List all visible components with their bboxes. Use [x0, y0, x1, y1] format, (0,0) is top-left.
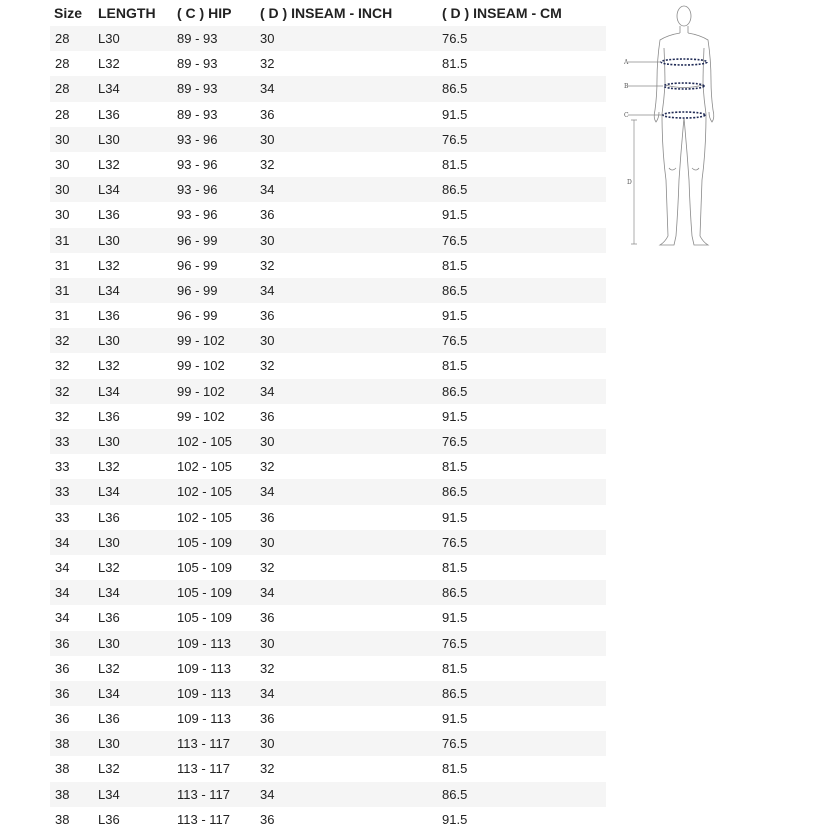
- cell-size: 36: [55, 635, 70, 651]
- cell-size: 34: [55, 585, 70, 601]
- cell-length: L36: [98, 106, 120, 122]
- cell-inseam-inch: 36: [260, 408, 275, 424]
- table-row: [50, 404, 606, 429]
- cell-length: L34: [98, 585, 120, 601]
- table-row: [50, 429, 606, 454]
- cell-inseam-inch: 34: [260, 685, 275, 701]
- label-a: A: [624, 59, 629, 66]
- cell-length: L30: [98, 534, 120, 550]
- cell-hip: 96 - 99: [177, 257, 218, 273]
- cell-size: 38: [55, 736, 70, 752]
- cell-hip: 99 - 102: [177, 358, 225, 374]
- cell-inseam-cm: 86.5: [442, 81, 468, 97]
- cell-length: L36: [98, 308, 120, 324]
- cell-hip: 102 - 105: [177, 509, 232, 525]
- cell-inseam-cm: 86.5: [442, 282, 468, 298]
- cell-hip: 93 - 96: [177, 207, 218, 223]
- cell-inseam-inch: 32: [260, 56, 275, 72]
- cell-inseam-cm: 76.5: [442, 635, 468, 651]
- cell-hip: 109 - 113: [177, 635, 231, 651]
- cell-size: 30: [55, 207, 70, 223]
- table-row: [50, 76, 606, 101]
- cell-length: L34: [98, 383, 120, 399]
- table-row: [50, 505, 606, 530]
- cell-hip: 99 - 102: [177, 383, 225, 399]
- table-row: [50, 228, 606, 253]
- cell-length: L30: [98, 232, 120, 248]
- cell-hip: 113 - 117: [177, 786, 231, 802]
- cell-size: 31: [55, 282, 70, 298]
- cell-length: L34: [98, 685, 120, 701]
- cell-inseam-cm: 81.5: [442, 559, 468, 575]
- cell-inseam-inch: 30: [260, 534, 275, 550]
- cell-hip: 89 - 93: [177, 81, 218, 97]
- cell-size: 38: [55, 786, 70, 802]
- cell-length: L30: [98, 434, 120, 449]
- header-length: LENGTH: [98, 5, 156, 21]
- cell-size: 38: [55, 811, 70, 827]
- table-row: [50, 731, 606, 756]
- cell-length: L32: [98, 358, 120, 374]
- cell-inseam-cm: 91.5: [442, 811, 468, 827]
- cell-size: 33: [55, 509, 70, 525]
- cell-length: L34: [98, 182, 120, 198]
- cell-size: 30: [55, 182, 70, 198]
- cell-size: 36: [55, 660, 70, 676]
- cell-hip: 109 - 113: [177, 711, 231, 727]
- body-figure-svg: [624, 0, 724, 255]
- cell-size: 28: [55, 56, 70, 72]
- cell-length: L34: [98, 282, 120, 298]
- table-row: [50, 530, 606, 555]
- measurement-lines: [661, 59, 707, 118]
- cell-size: 32: [55, 383, 70, 399]
- cell-inseam-inch: 30: [260, 736, 275, 752]
- cell-hip: 113 - 117: [177, 811, 231, 827]
- cell-inseam-inch: 32: [260, 257, 275, 273]
- cell-hip: 89 - 93: [177, 56, 218, 72]
- cell-length: L34: [98, 484, 120, 500]
- cell-inseam-cm: 81.5: [442, 761, 468, 777]
- cell-hip: 105 - 109: [177, 534, 232, 550]
- cell-size: 30: [55, 156, 70, 172]
- table-row: [50, 756, 606, 781]
- label-d: D: [627, 179, 632, 186]
- table-row: [50, 177, 606, 202]
- cell-hip: 105 - 109: [177, 610, 232, 626]
- cell-inseam-inch: 36: [260, 308, 275, 324]
- cell-inseam-inch: 30: [260, 232, 275, 248]
- body-outline: [654, 6, 714, 245]
- table-row: [50, 253, 606, 278]
- cell-length: L30: [98, 333, 120, 349]
- table-header-row: [50, 0, 606, 26]
- cell-size: 34: [55, 534, 70, 550]
- cell-inseam-cm: 76.5: [442, 534, 468, 550]
- cell-inseam-cm: 86.5: [442, 484, 468, 500]
- cell-inseam-cm: 91.5: [442, 509, 468, 525]
- cell-length: L34: [98, 81, 120, 97]
- table-row: [50, 782, 606, 807]
- cell-length: L36: [98, 207, 120, 223]
- cell-inseam-cm: 76.5: [442, 333, 468, 349]
- cell-inseam-inch: 34: [260, 81, 275, 97]
- cell-length: L36: [98, 610, 120, 626]
- header-size: Size: [54, 5, 83, 21]
- cell-inseam-cm: 91.5: [442, 711, 468, 727]
- cell-size: 33: [55, 434, 70, 449]
- cell-inseam-cm: 86.5: [442, 685, 468, 701]
- table-row: [50, 152, 606, 177]
- cell-hip: 105 - 109: [177, 585, 232, 601]
- cell-hip: 109 - 113: [177, 660, 231, 676]
- cell-inseam-inch: 32: [260, 358, 275, 374]
- cell-inseam-cm: 76.5: [442, 736, 468, 752]
- cell-inseam-cm: 76.5: [442, 131, 468, 147]
- cell-hip: 102 - 105: [177, 484, 232, 500]
- cell-inseam-cm: 91.5: [442, 207, 468, 223]
- cell-hip: 113 - 117: [177, 761, 231, 777]
- cell-size: 31: [55, 232, 70, 248]
- cell-inseam-cm: 91.5: [442, 610, 468, 626]
- table-row: [50, 656, 606, 681]
- table-row: [50, 303, 606, 328]
- cell-hip: 99 - 102: [177, 408, 225, 424]
- cell-size: 36: [55, 685, 70, 701]
- cell-inseam-inch: 34: [260, 484, 275, 500]
- cell-inseam-inch: 30: [260, 31, 275, 46]
- table-row: [50, 102, 606, 127]
- cell-length: L30: [98, 736, 120, 752]
- cell-length: L36: [98, 408, 120, 424]
- cell-inseam-cm: 81.5: [442, 459, 468, 475]
- cell-hip: 99 - 102: [177, 333, 225, 349]
- label-c: C: [624, 112, 629, 119]
- table-row: [50, 454, 606, 479]
- cell-inseam-inch: 36: [260, 509, 275, 525]
- cell-inseam-cm: 91.5: [442, 408, 468, 424]
- cell-hip: 93 - 96: [177, 131, 218, 147]
- cell-inseam-inch: 36: [260, 811, 275, 827]
- cell-inseam-inch: 30: [260, 434, 275, 449]
- table-row: [50, 580, 606, 605]
- cell-size: 36: [55, 711, 70, 727]
- table-row: [50, 807, 606, 832]
- cell-size: 32: [55, 358, 70, 374]
- table-row: [50, 51, 606, 76]
- cell-inseam-inch: 32: [260, 459, 275, 475]
- table-row: [50, 605, 606, 630]
- cell-inseam-inch: 34: [260, 282, 275, 298]
- cell-length: L32: [98, 559, 120, 575]
- cell-inseam-cm: 76.5: [442, 31, 468, 46]
- cell-inseam-cm: 81.5: [442, 660, 468, 676]
- cell-length: L32: [98, 459, 120, 475]
- cell-length: L36: [98, 811, 120, 827]
- table-row: [50, 202, 606, 227]
- cell-length: L30: [98, 635, 120, 651]
- table-row: [50, 379, 606, 404]
- cell-inseam-cm: 81.5: [442, 257, 468, 273]
- cell-size: 34: [55, 610, 70, 626]
- cell-inseam-cm: 81.5: [442, 56, 468, 72]
- cell-inseam-cm: 76.5: [442, 434, 468, 449]
- cell-inseam-inch: 34: [260, 383, 275, 399]
- cell-inseam-inch: 34: [260, 182, 275, 198]
- size-chart-table: [50, 0, 606, 832]
- table-row: [50, 479, 606, 504]
- cell-length: L32: [98, 660, 120, 676]
- cell-hip: 89 - 93: [177, 31, 218, 46]
- cell-inseam-inch: 34: [260, 786, 275, 802]
- cell-length: L30: [98, 31, 120, 46]
- cell-length: L36: [98, 509, 120, 525]
- cell-inseam-cm: 86.5: [442, 786, 468, 802]
- cell-size: 33: [55, 459, 70, 475]
- cell-hip: 93 - 96: [177, 182, 218, 198]
- cell-inseam-cm: 86.5: [442, 383, 468, 399]
- cell-inseam-inch: 36: [260, 711, 275, 727]
- cell-inseam-inch: 36: [260, 106, 275, 122]
- cell-inseam-cm: 91.5: [442, 308, 468, 324]
- cell-size: 28: [55, 81, 70, 97]
- body-measurement-figure-icon: [624, 0, 724, 255]
- table-row: [50, 26, 606, 51]
- measurement-labels: [624, 59, 632, 186]
- cell-inseam-inch: 32: [260, 559, 275, 575]
- cell-length: L32: [98, 257, 120, 273]
- header-inseam-inch: ( D ) INSEAM - INCH: [260, 5, 393, 21]
- cell-hip: 89 - 93: [177, 106, 218, 122]
- cell-inseam-inch: 30: [260, 635, 275, 651]
- cell-inseam-inch: 32: [260, 156, 275, 172]
- cell-inseam-inch: 30: [260, 131, 275, 147]
- cell-size: 28: [55, 106, 70, 122]
- cell-size: 32: [55, 408, 70, 424]
- cell-hip: 105 - 109: [177, 559, 232, 575]
- cell-size: 32: [55, 333, 70, 349]
- cell-size: 30: [55, 131, 70, 147]
- label-b: B: [624, 83, 629, 90]
- cell-size: 31: [55, 308, 70, 324]
- table-row: [50, 278, 606, 303]
- cell-inseam-inch: 32: [260, 761, 275, 777]
- table-row: [50, 555, 606, 580]
- cell-inseam-inch: 36: [260, 610, 275, 626]
- cell-size: 38: [55, 761, 70, 777]
- table-row: [50, 127, 606, 152]
- cell-hip: 113 - 117: [177, 736, 231, 752]
- cell-inseam-cm: 76.5: [442, 232, 468, 248]
- cell-size: 31: [55, 257, 70, 273]
- table-row: [50, 328, 606, 353]
- header-inseam-cm: ( D ) INSEAM - CM: [442, 5, 562, 21]
- table-row: [50, 706, 606, 731]
- cell-length: L32: [98, 761, 120, 777]
- cell-length: L32: [98, 156, 120, 172]
- cell-length: L36: [98, 711, 120, 727]
- cell-inseam-inch: 36: [260, 207, 275, 223]
- cell-inseam-cm: 86.5: [442, 585, 468, 601]
- cell-hip: 102 - 105: [177, 434, 232, 449]
- cell-inseam-cm: 81.5: [442, 358, 468, 374]
- cell-inseam-cm: 91.5: [442, 106, 468, 122]
- cell-inseam-inch: 34: [260, 585, 275, 601]
- table-row: [50, 681, 606, 706]
- header-hip: ( C ) HIP: [177, 5, 232, 21]
- cell-inseam-cm: 81.5: [442, 156, 468, 172]
- table-row: [50, 631, 606, 656]
- table-body: [50, 26, 606, 832]
- cell-hip: 96 - 99: [177, 308, 218, 324]
- cell-size: 28: [55, 31, 70, 46]
- cell-hip: 102 - 105: [177, 459, 232, 475]
- cell-hip: 96 - 99: [177, 282, 218, 298]
- cell-hip: 96 - 99: [177, 232, 218, 248]
- cell-length: L32: [98, 56, 120, 72]
- cell-hip: 109 - 113: [177, 685, 231, 701]
- cell-length: L30: [98, 131, 120, 147]
- cell-inseam-cm: 86.5: [442, 182, 468, 198]
- measurement-leaders: [628, 62, 663, 244]
- cell-hip: 93 - 96: [177, 156, 218, 172]
- table-row: [50, 353, 606, 378]
- cell-inseam-inch: 32: [260, 660, 275, 676]
- cell-inseam-inch: 30: [260, 333, 275, 349]
- cell-length: L34: [98, 786, 120, 802]
- cell-size: 33: [55, 484, 70, 500]
- cell-size: 34: [55, 559, 70, 575]
